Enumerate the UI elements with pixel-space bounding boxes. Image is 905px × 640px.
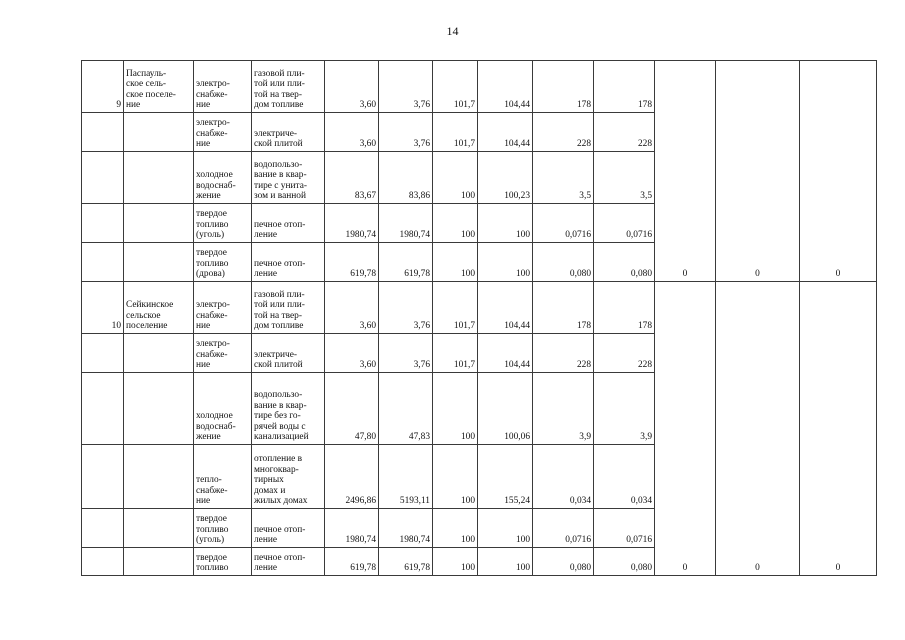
settlement-cell [124,243,194,282]
row-index-cell [82,509,124,548]
usage-cell: отопление в многоквар- тирных домах и жилых домах [252,445,325,509]
value-cell: 5193,11 [379,445,433,509]
settlement-cell: Сейкинское сельское поселение [124,282,194,334]
percent-cell: 104,44 [478,334,533,373]
page-number: 14 [446,24,459,38]
percent-cell: 101,7 [433,282,478,334]
resource-cell: твердое топливо (уголь) [194,204,252,243]
value-cell: 3,76 [379,282,433,334]
percent-cell: 100,23 [478,152,533,204]
value-cell: 3,60 [325,113,379,152]
usage-cell: водопользо- вание в квар- тире с унита- зом и ванной [252,152,325,204]
percent-cell: 100 [433,152,478,204]
percent-cell: 100 [433,509,478,548]
resource-cell: холодное водоснаб- жение [194,373,252,445]
norm-cell: 3,5 [533,152,594,204]
row-index-cell [82,243,124,282]
usage-cell: печное отоп- ление [252,243,325,282]
usage-cell: газовой пли- той или пли- той на твер- дом топливе [252,61,325,113]
percent-cell: 100 [433,548,478,576]
resource-cell: электро- снабже- ние [194,334,252,373]
percent-cell: 101,7 [433,113,478,152]
norm-cell: 0,034 [594,445,655,509]
value-cell: 83,67 [325,152,379,204]
percent-cell: 100 [433,445,478,509]
percent-cell: 155,24 [478,445,533,509]
norm-cell: 0,0716 [533,509,594,548]
norm-cell: 3,9 [533,373,594,445]
norm-cell: 0,0716 [533,204,594,243]
usage-cell: водопользо- вание в квар- тире без го- рячей воды с канализацией [252,373,325,445]
norm-cell: 0,0716 [594,509,655,548]
settlement-cell [124,509,194,548]
settlement-cell [124,204,194,243]
extra-cell: 0 [655,61,716,282]
extra-cell: 0 [800,61,877,282]
norm-cell: 0,0716 [594,204,655,243]
row-index-cell [82,548,124,576]
settlement-cell [124,152,194,204]
row-index-cell: 9 [82,61,124,113]
value-cell: 3,76 [379,113,433,152]
percent-cell: 104,44 [478,282,533,334]
row-index-cell [82,334,124,373]
percent-cell: 100 [433,373,478,445]
percent-cell: 100 [433,243,478,282]
settlement-cell [124,548,194,576]
percent-cell: 100 [478,204,533,243]
resource-cell: твердое топливо [194,548,252,576]
value-cell: 3,60 [325,282,379,334]
value-cell: 1980,74 [325,204,379,243]
percent-cell: 100 [433,204,478,243]
norm-cell: 3,9 [594,373,655,445]
value-cell: 1980,74 [379,204,433,243]
percent-cell: 104,44 [478,61,533,113]
percent-cell: 104,44 [478,113,533,152]
table-row [82,282,877,334]
settlement-cell [124,334,194,373]
percent-cell: 100 [478,548,533,576]
norm-cell: 178 [533,61,594,113]
percent-cell: 100 [478,509,533,548]
row-index-cell [82,152,124,204]
value-cell: 2496,86 [325,445,379,509]
table-row [82,61,877,113]
norm-cell: 0,034 [533,445,594,509]
settlement-cell [124,373,194,445]
value-cell: 47,80 [325,373,379,445]
settlement-cell [124,445,194,509]
norm-cell: 0,080 [533,548,594,576]
norm-cell: 228 [533,113,594,152]
value-cell: 1980,74 [325,509,379,548]
value-cell: 619,78 [379,243,433,282]
usage-cell: газовой пли- той или пли- той на твер- дом топливе [252,282,325,334]
percent-cell: 101,7 [433,61,478,113]
extra-cell: 0 [716,282,800,576]
settlement-cell: Паспауль- ское сель- ское поселе- ние [124,61,194,113]
value-cell: 1980,74 [379,509,433,548]
extra-cell: 0 [716,61,800,282]
value-cell: 47,83 [379,373,433,445]
norm-cell: 0,080 [594,548,655,576]
norm-cell: 228 [594,334,655,373]
settlement-cell [124,113,194,152]
value-cell: 3,60 [325,61,379,113]
extra-cell: 0 [800,282,877,576]
value-cell: 619,78 [325,548,379,576]
usage-cell: электриче- ской плитой [252,334,325,373]
usage-cell: электриче- ской плитой [252,113,325,152]
norm-cell: 178 [533,282,594,334]
norm-cell: 0,080 [594,243,655,282]
norm-cell: 228 [594,113,655,152]
percent-cell: 100 [478,243,533,282]
row-index-cell [82,204,124,243]
extra-cell: 0 [655,282,716,576]
resource-cell: электро- снабже- ние [194,282,252,334]
row-index-cell [82,113,124,152]
norm-cell: 228 [533,334,594,373]
resource-cell: твердое топливо (уголь) [194,509,252,548]
usage-cell: печное отоп- ление [252,204,325,243]
value-cell: 83,86 [379,152,433,204]
norm-cell: 178 [594,282,655,334]
resource-cell: холодное водоснаб- жение [194,152,252,204]
value-cell: 3,60 [325,334,379,373]
row-index-cell: 10 [82,282,124,334]
resource-cell: электро- снабже- ние [194,61,252,113]
row-index-cell [82,445,124,509]
value-cell: 619,78 [325,243,379,282]
value-cell: 3,76 [379,61,433,113]
resource-cell: тепло- снабже- ние [194,445,252,509]
percent-cell: 101,7 [433,334,478,373]
resource-cell: твердое топливо (дрова) [194,243,252,282]
value-cell: 619,78 [379,548,433,576]
norm-cell: 0,080 [533,243,594,282]
percent-cell: 100,06 [478,373,533,445]
tariff-table [81,60,877,576]
value-cell: 3,76 [379,334,433,373]
resource-cell: электро- снабже- ние [194,113,252,152]
usage-cell: печное отоп- ление [252,548,325,576]
norm-cell: 178 [594,61,655,113]
row-index-cell [82,373,124,445]
usage-cell: печное отоп- ление [252,509,325,548]
norm-cell: 3,5 [594,152,655,204]
